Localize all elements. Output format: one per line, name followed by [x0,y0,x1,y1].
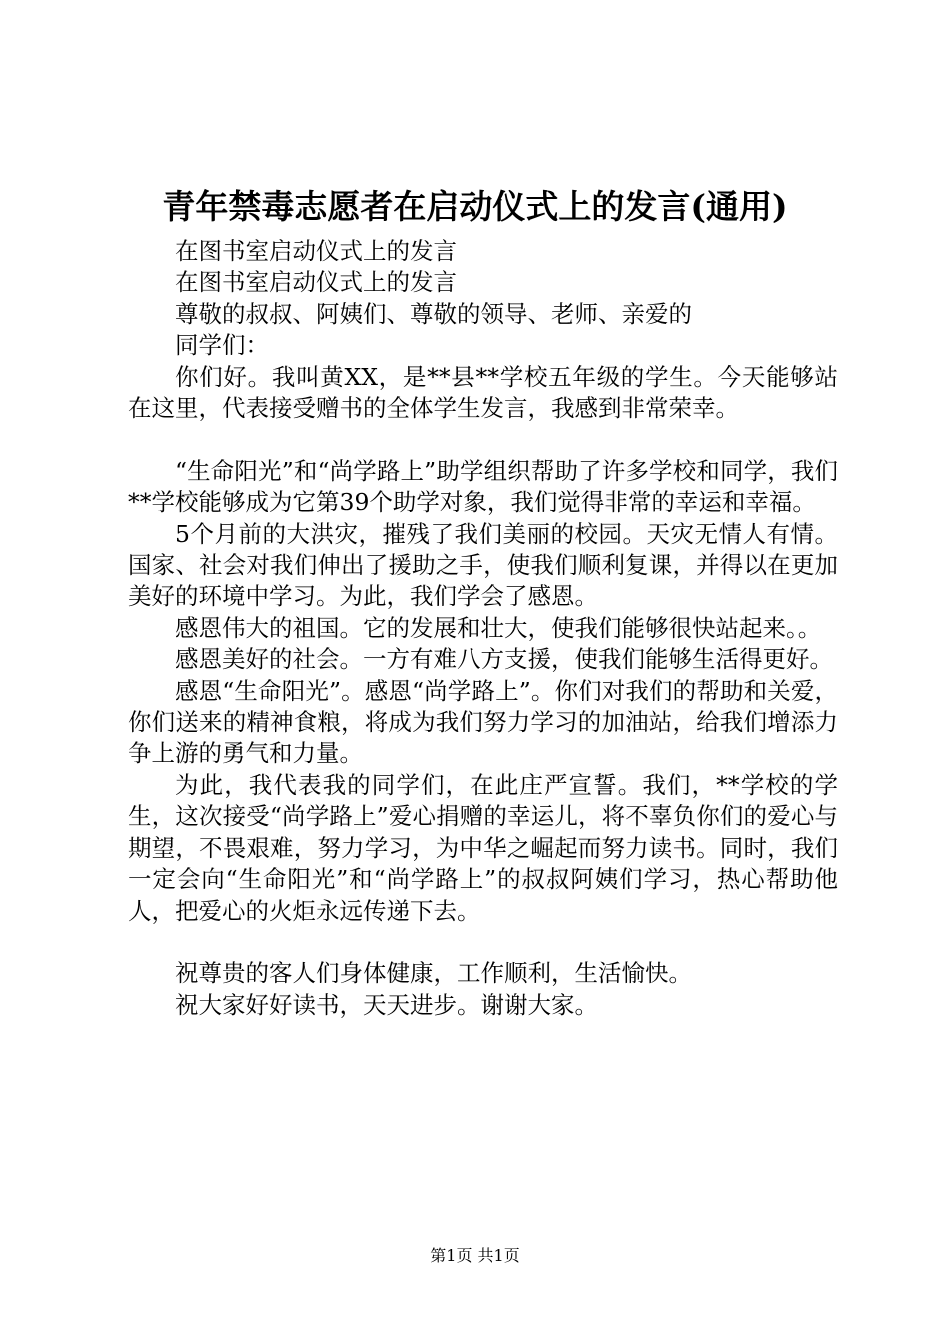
paragraph: 感恩“生命阳光”。感恩“尚学路上”。你们对我们的帮助和关爱，你们送来的精神食粮，将成为我们努力学习的加油站，给我们增添力争上游的勇气和力量。 [128,676,838,768]
paragraph: 你们好。我叫黄XX，是**县**学校五年级的学生。今天能够站在这里，代表接受赠书的全体学生发言，我感到非常荣幸。 [128,362,838,423]
closing-line: 祝尊贵的客人们身体健康，工作顺利，生活愉快。 [175,959,692,988]
paragraph: 感恩伟大的祖国。它的发展和壮大，使我们能够很快站起来。。 [175,613,822,642]
paragraph: 感恩美好的社会。一方有难八方支援，使我们能够生活得更好。 [175,645,833,674]
salutation-line: 同学们： [175,331,269,360]
closing-line: 祝大家好好读书，天天进步。谢谢大家。 [175,990,598,1019]
salutation-line: 尊敬的叔叔、阿姨们、尊敬的领导、老师、亲爱的 [175,299,692,328]
paragraph: 5个月前的大洪灾，摧残了我们美丽的校园。天灾无情人有情。国家、社会对我们伸出了援助之手，使我们顺利复课，并得以在更加美好的环境中学习。为此，我们学会了感恩。 [128,519,838,611]
subtitle-line: 在图书室启动仪式上的发言 [175,268,457,297]
page-footer: 第1页 共1页 [430,1246,520,1265]
subtitle-line: 在图书室启动仪式上的发言 [175,237,457,265]
document-body [128,236,838,1021]
paragraph: “生命阳光”和“尚学路上”助学组织帮助了许多学校和同学，我们**学校能够成为它第39个助学对象，我们觉得非常的幸运和幸福。 [128,456,838,517]
paragraph: 为此，我代表我的同学们，在此庄严宣誓。我们，**学校的学生，这次接受“尚学路上”爱心捐赠的幸运儿，将不辜负你们的爱心与期望，不畏艰难，努力学习，为中华之崛起而努力读书。同时，我们一定会向“生命阳光”和“尚学路上”的叔叔阿姨们学习，热心帮助他人，把爱心的火炬永远传递下去。 [128,770,838,925]
document-title: 青年禁毒志愿者在启动仪式上的发言(通用) [162,187,788,226]
